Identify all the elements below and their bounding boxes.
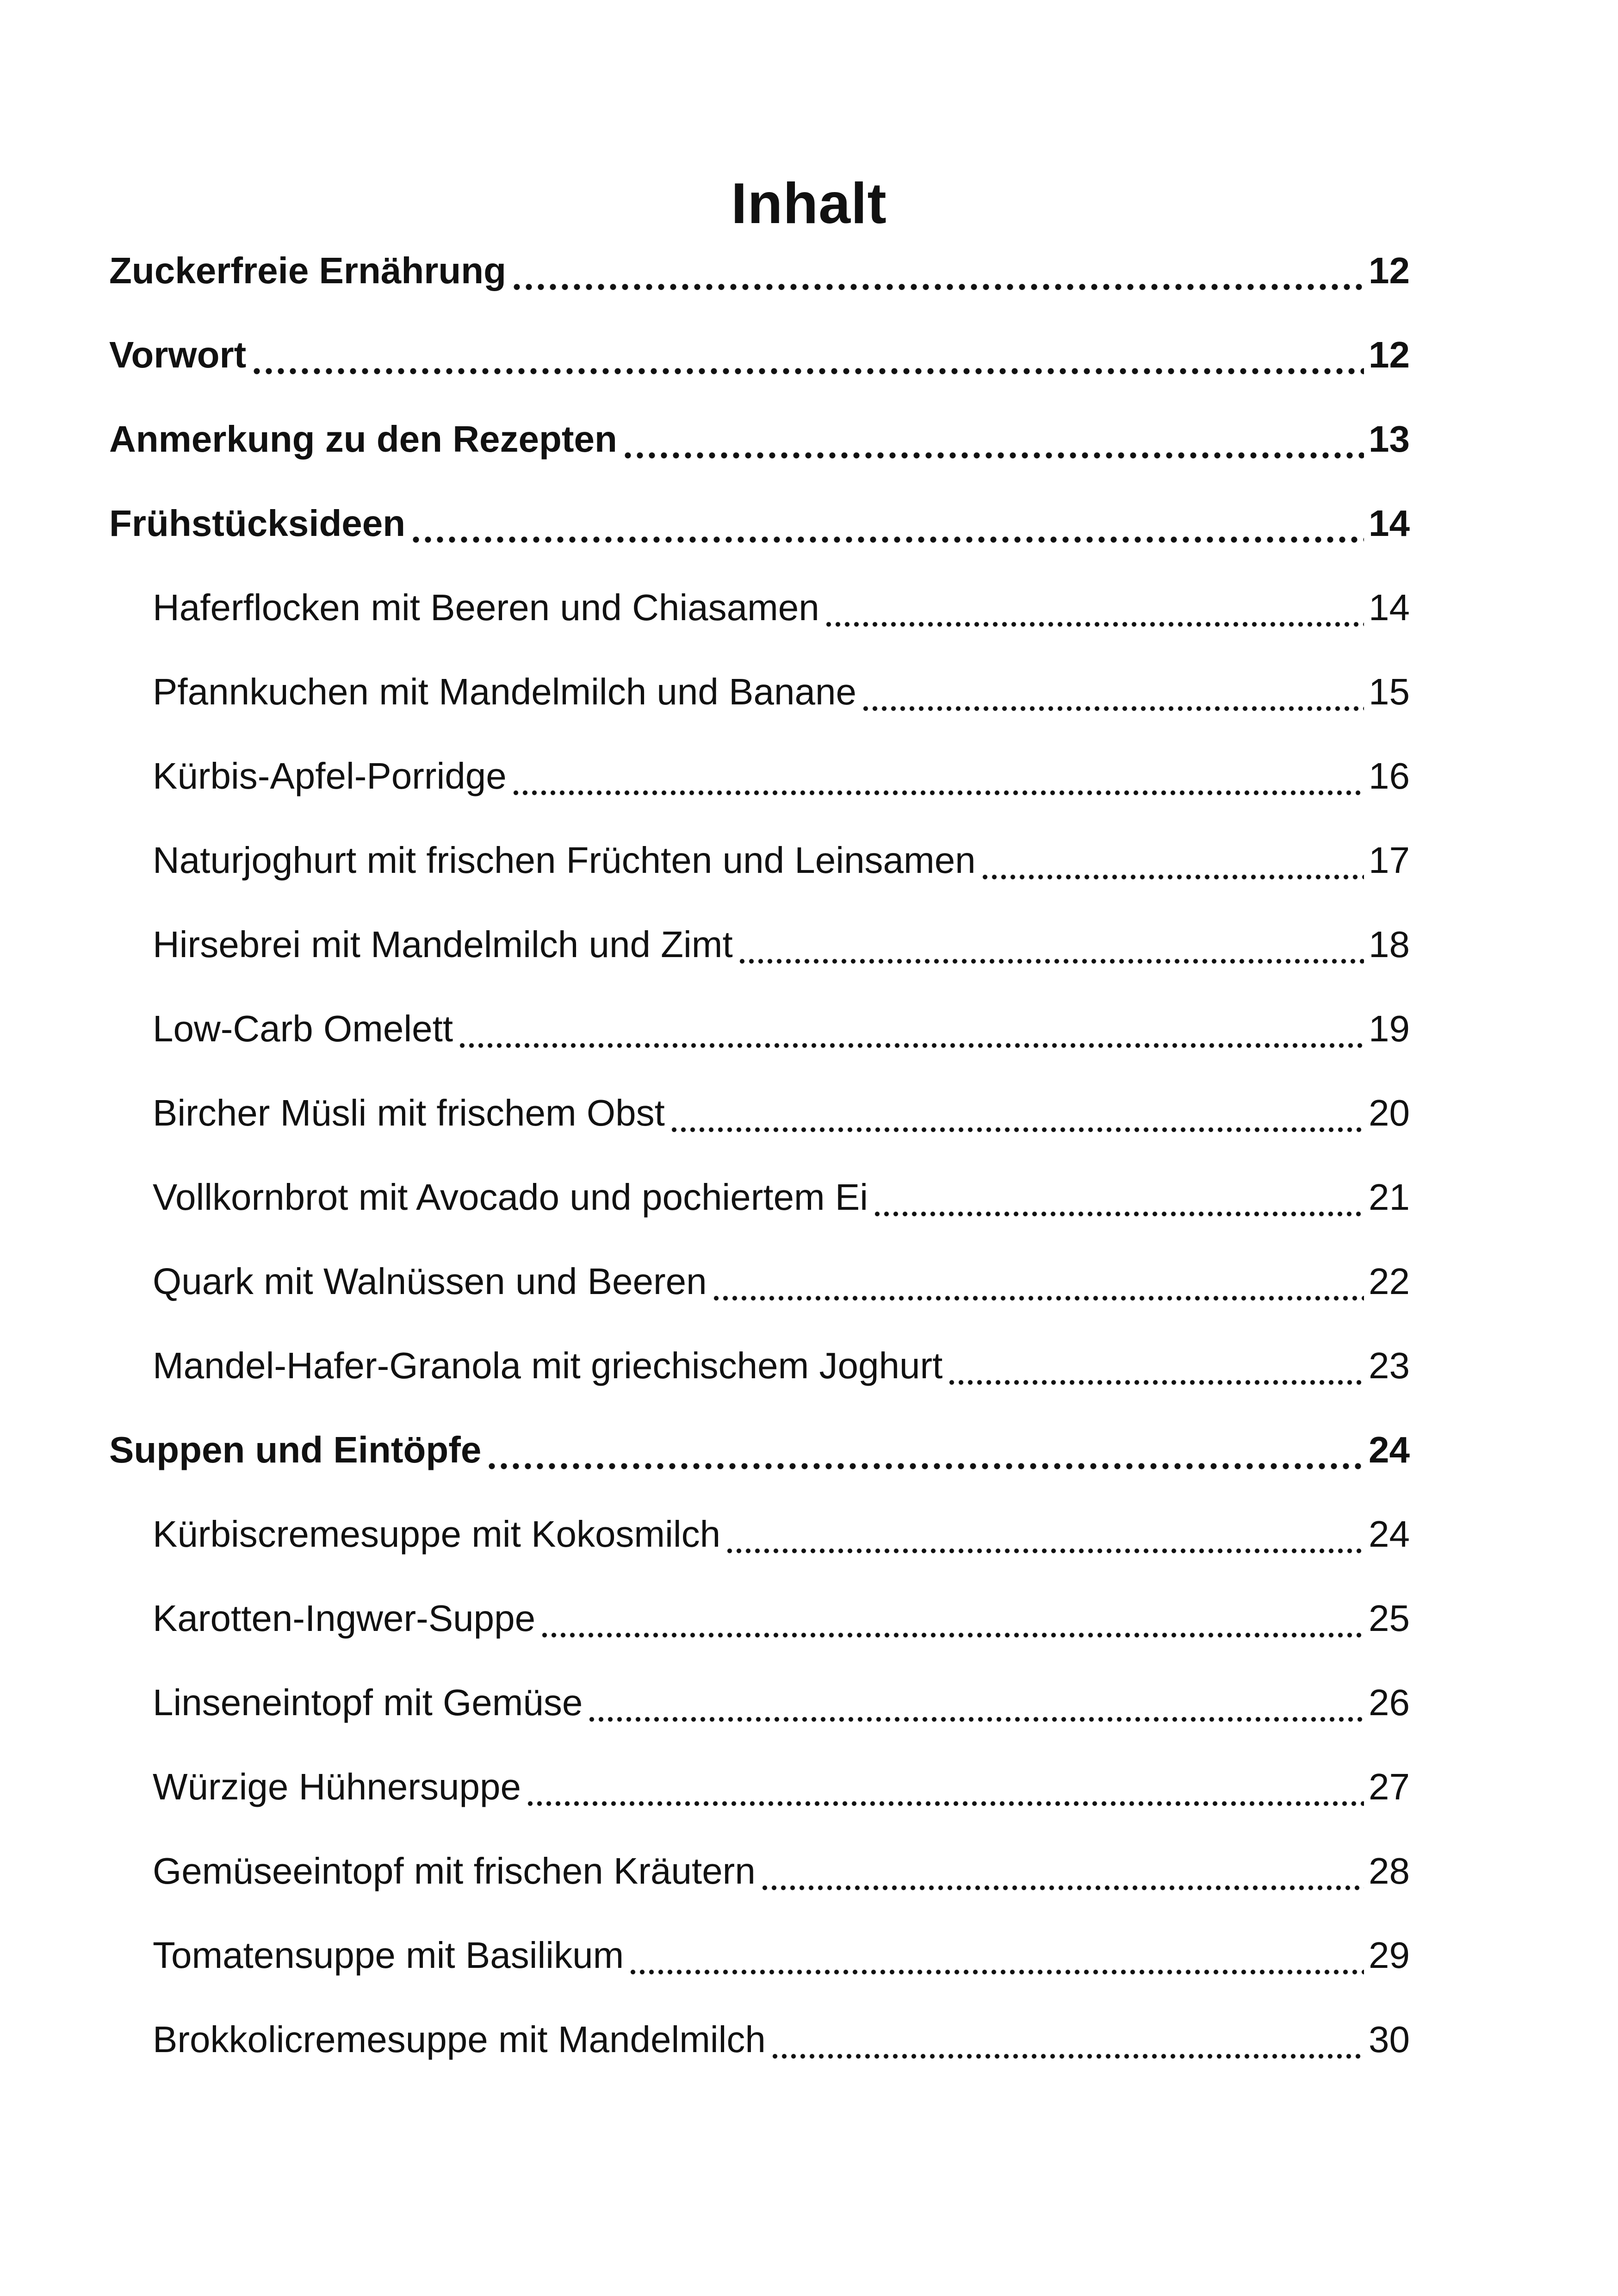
dot-leader [725,1506,1364,1562]
toc-entry-page-number: 21 [1369,1176,1410,1218]
toc-entry-title: Kürbis-Apfel-Porridge [153,755,507,796]
toc-entry-page-number: 24 [1369,1429,1410,1470]
toc-section-entry[interactable] [109,411,1410,467]
toc-entry-page-number: 23 [1369,1345,1410,1386]
toc-entry-title: Vorwort [109,334,247,375]
toc-entry-title: Anmerkung zu den Rezepten [109,418,617,460]
toc-subsection-entry[interactable] [153,664,1410,720]
dot-leader [587,1675,1364,1730]
toc-subsection-entry[interactable] [153,1506,1410,1562]
dot-leader [760,1843,1364,1899]
dot-leader [712,1254,1364,1309]
toc-entry-page-number: 27 [1369,1766,1410,1807]
toc-entry-title: Hirsebrei mit Mandelmilch und Zimt [153,924,733,965]
toc-subsection-entry[interactable] [153,1338,1410,1394]
toc-entry-title: Mandel-Hafer-Granola mit griechischem Joghurt [153,1345,943,1386]
toc-section-entry[interactable] [109,496,1410,551]
toc-entry-page-number: 19 [1369,1008,1410,1049]
dot-leader [980,833,1364,888]
dot-leader [824,580,1364,635]
toc-entry-title: Vollkornbrot mit Avocado und pochiertem Ei [153,1176,868,1218]
toc-entry-page-number: 17 [1369,840,1410,881]
toc-entry-page-number: 30 [1369,2019,1410,2060]
toc-subsection-entry[interactable] [153,833,1410,888]
toc-entry-page-number: 12 [1369,334,1410,375]
dot-leader [511,748,1364,804]
toc-subsection-entry[interactable] [153,2012,1410,2067]
dot-leader [738,917,1364,972]
page-title: Inhalt [731,172,887,236]
toc-entry-title: Tomatensuppe mit Basilikum [153,1935,624,1976]
dot-leader [622,411,1364,467]
toc-subsection-entry[interactable] [153,917,1410,972]
dot-leader [873,1170,1364,1225]
toc-subsection-entry[interactable] [153,1675,1410,1730]
toc-entry-title: Pfannkuchen mit Mandelmilch und Banane [153,671,856,712]
dot-leader [458,1001,1364,1057]
dot-leader [540,1591,1364,1646]
toc-subsection-entry[interactable] [153,748,1410,804]
dot-leader [410,496,1364,551]
toc-subsection-entry[interactable] [153,1759,1410,1815]
toc-subsection-entry[interactable] [153,1843,1410,1899]
toc-entry-page-number: 26 [1369,1682,1410,1723]
toc-entry-page-number: 12 [1369,250,1410,291]
toc-entry-title: Karotten-Ingwer-Suppe [153,1598,536,1639]
dot-leader [861,664,1364,720]
toc-subsection-entry[interactable] [153,580,1410,635]
dot-leader [947,1338,1364,1394]
toc-entry-title: Linseneintopf mit Gemüse [153,1682,583,1723]
toc-subsection-entry[interactable] [153,1170,1410,1225]
toc-entry-page-number: 18 [1369,924,1410,965]
toc-entry-page-number: 28 [1369,1850,1410,1892]
toc-entry-page-number: 14 [1369,587,1410,628]
toc-entry-title: Kürbiscremesuppe mit Kokosmilch [153,1513,721,1555]
toc-subsection-entry[interactable] [153,1928,1410,1983]
toc-entry-page-number: 24 [1369,1513,1410,1555]
toc-entry-title: Zuckerfreie Ernährung [109,250,507,291]
toc-entry-page-number: 29 [1369,1935,1410,1976]
toc-entry-title: Gemüseeintopf mit frischen Kräutern [153,1850,756,1892]
toc-entry-title: Frühstücksideen [109,503,406,544]
toc-section-entry[interactable] [109,1422,1410,1478]
toc-entry-title: Würzige Hühnersuppe [153,1766,521,1807]
toc-entry-page-number: 16 [1369,755,1410,796]
toc-entry-title: Haferflocken mit Beeren und Chiasamen [153,587,819,628]
toc-section-entry[interactable] [109,327,1410,383]
dot-leader [770,2012,1364,2067]
toc-entry-title: Naturjoghurt mit frischen Früchten und Leinsamen [153,840,976,881]
toc-section-entry[interactable] [109,243,1410,299]
toc-entry-page-number: 25 [1369,1598,1410,1639]
toc-entry-page-number: 20 [1369,1092,1410,1133]
toc-entry-title: Suppen und Eintöpfe [109,1429,482,1470]
dot-leader [628,1928,1364,1983]
dot-leader [486,1422,1364,1478]
dot-leader [511,243,1364,299]
toc-subsection-entry[interactable] [153,1591,1410,1646]
toc-subsection-entry[interactable] [153,1085,1410,1141]
toc-subsection-entry[interactable] [153,1254,1410,1309]
toc-entry-title: Brokkolicremesuppe mit Mandelmilch [153,2019,766,2060]
toc-entry-page-number: 13 [1369,418,1410,460]
dot-leader [251,327,1364,383]
toc-entry-title: Quark mit Walnüssen und Beeren [153,1261,707,1302]
toc-entry-title: Low-Carb Omelett [153,1008,453,1049]
toc-entry-page-number: 22 [1369,1261,1410,1302]
toc-entry-title: Bircher Müsli mit frischem Obst [153,1092,665,1133]
toc-subsection-entry[interactable] [153,1001,1410,1057]
dot-leader [526,1759,1364,1815]
dot-leader [670,1085,1364,1141]
toc-entry-page-number: 15 [1369,671,1410,712]
toc-entry-page-number: 14 [1369,503,1410,544]
